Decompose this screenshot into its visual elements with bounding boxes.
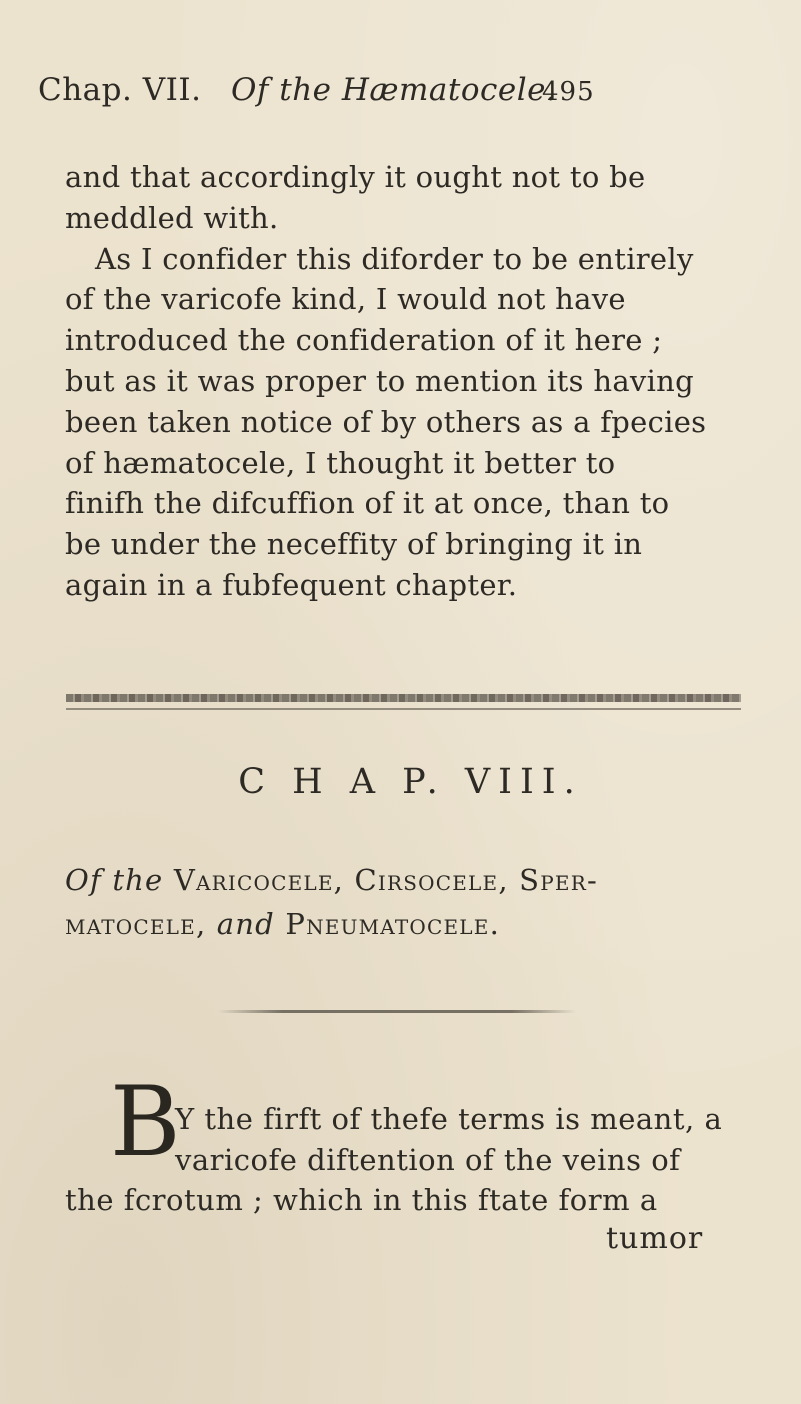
paragraph-1 (65, 157, 743, 239)
text-line: been taken notice of by others as a fpecies (65, 404, 707, 439)
text-line: of the varicofe kind, I would not have (65, 282, 626, 317)
ornamental-rule-underline (66, 708, 741, 710)
text-line: introduced the confideration of it here ; (65, 323, 663, 358)
chapter-8-opening (65, 1099, 751, 1221)
subtitle-spermatocele: matocele, (65, 907, 207, 941)
page-number: 495 (542, 77, 595, 107)
subtitle-terms-1: Varicocele, Cirsocele, Sper- (173, 863, 598, 897)
text-line: meddled with. (65, 200, 279, 235)
paragraph-2 (65, 239, 743, 606)
text-line: and that accordingly it ought not to be (65, 160, 646, 194)
running-title: Of the Hæmatocele. (231, 72, 557, 108)
text-line: again in a fubfequent chapter. (65, 567, 518, 602)
text-line: Y the firft of thefe terms is meant, a (175, 1102, 723, 1136)
subtitle-and: and (216, 907, 275, 941)
text-line: be under the neceffity of bringing it in (65, 527, 643, 562)
text-line: varicofe diftention of the veins of (175, 1142, 681, 1177)
chapter-heading: C H A P. VIII. (238, 762, 583, 802)
subtitle-of-the: Of the (65, 863, 164, 897)
catchword: tumor (606, 1221, 704, 1256)
running-header (38, 72, 595, 122)
drop-cap: B (110, 1066, 181, 1178)
chapter-7-text (65, 157, 743, 606)
ornamental-rule (66, 694, 741, 702)
text-line: the fcrotum ; which in this ftate form a (65, 1183, 658, 1217)
text-line: As I confider this diforder to be entirely (95, 241, 694, 276)
text-line: finifh the difcuffion of it at once, than to (65, 486, 670, 521)
section-divider (218, 1010, 576, 1013)
chapter-subtitle (65, 858, 735, 946)
subtitle-pneumatocele: Pneumatocele. (285, 907, 500, 941)
text-line: of hæmatocele, I thought it better to (65, 445, 616, 480)
text-line: but as it was proper to mention its having (65, 363, 695, 398)
chapter-label: Chap. VII. (38, 72, 202, 108)
